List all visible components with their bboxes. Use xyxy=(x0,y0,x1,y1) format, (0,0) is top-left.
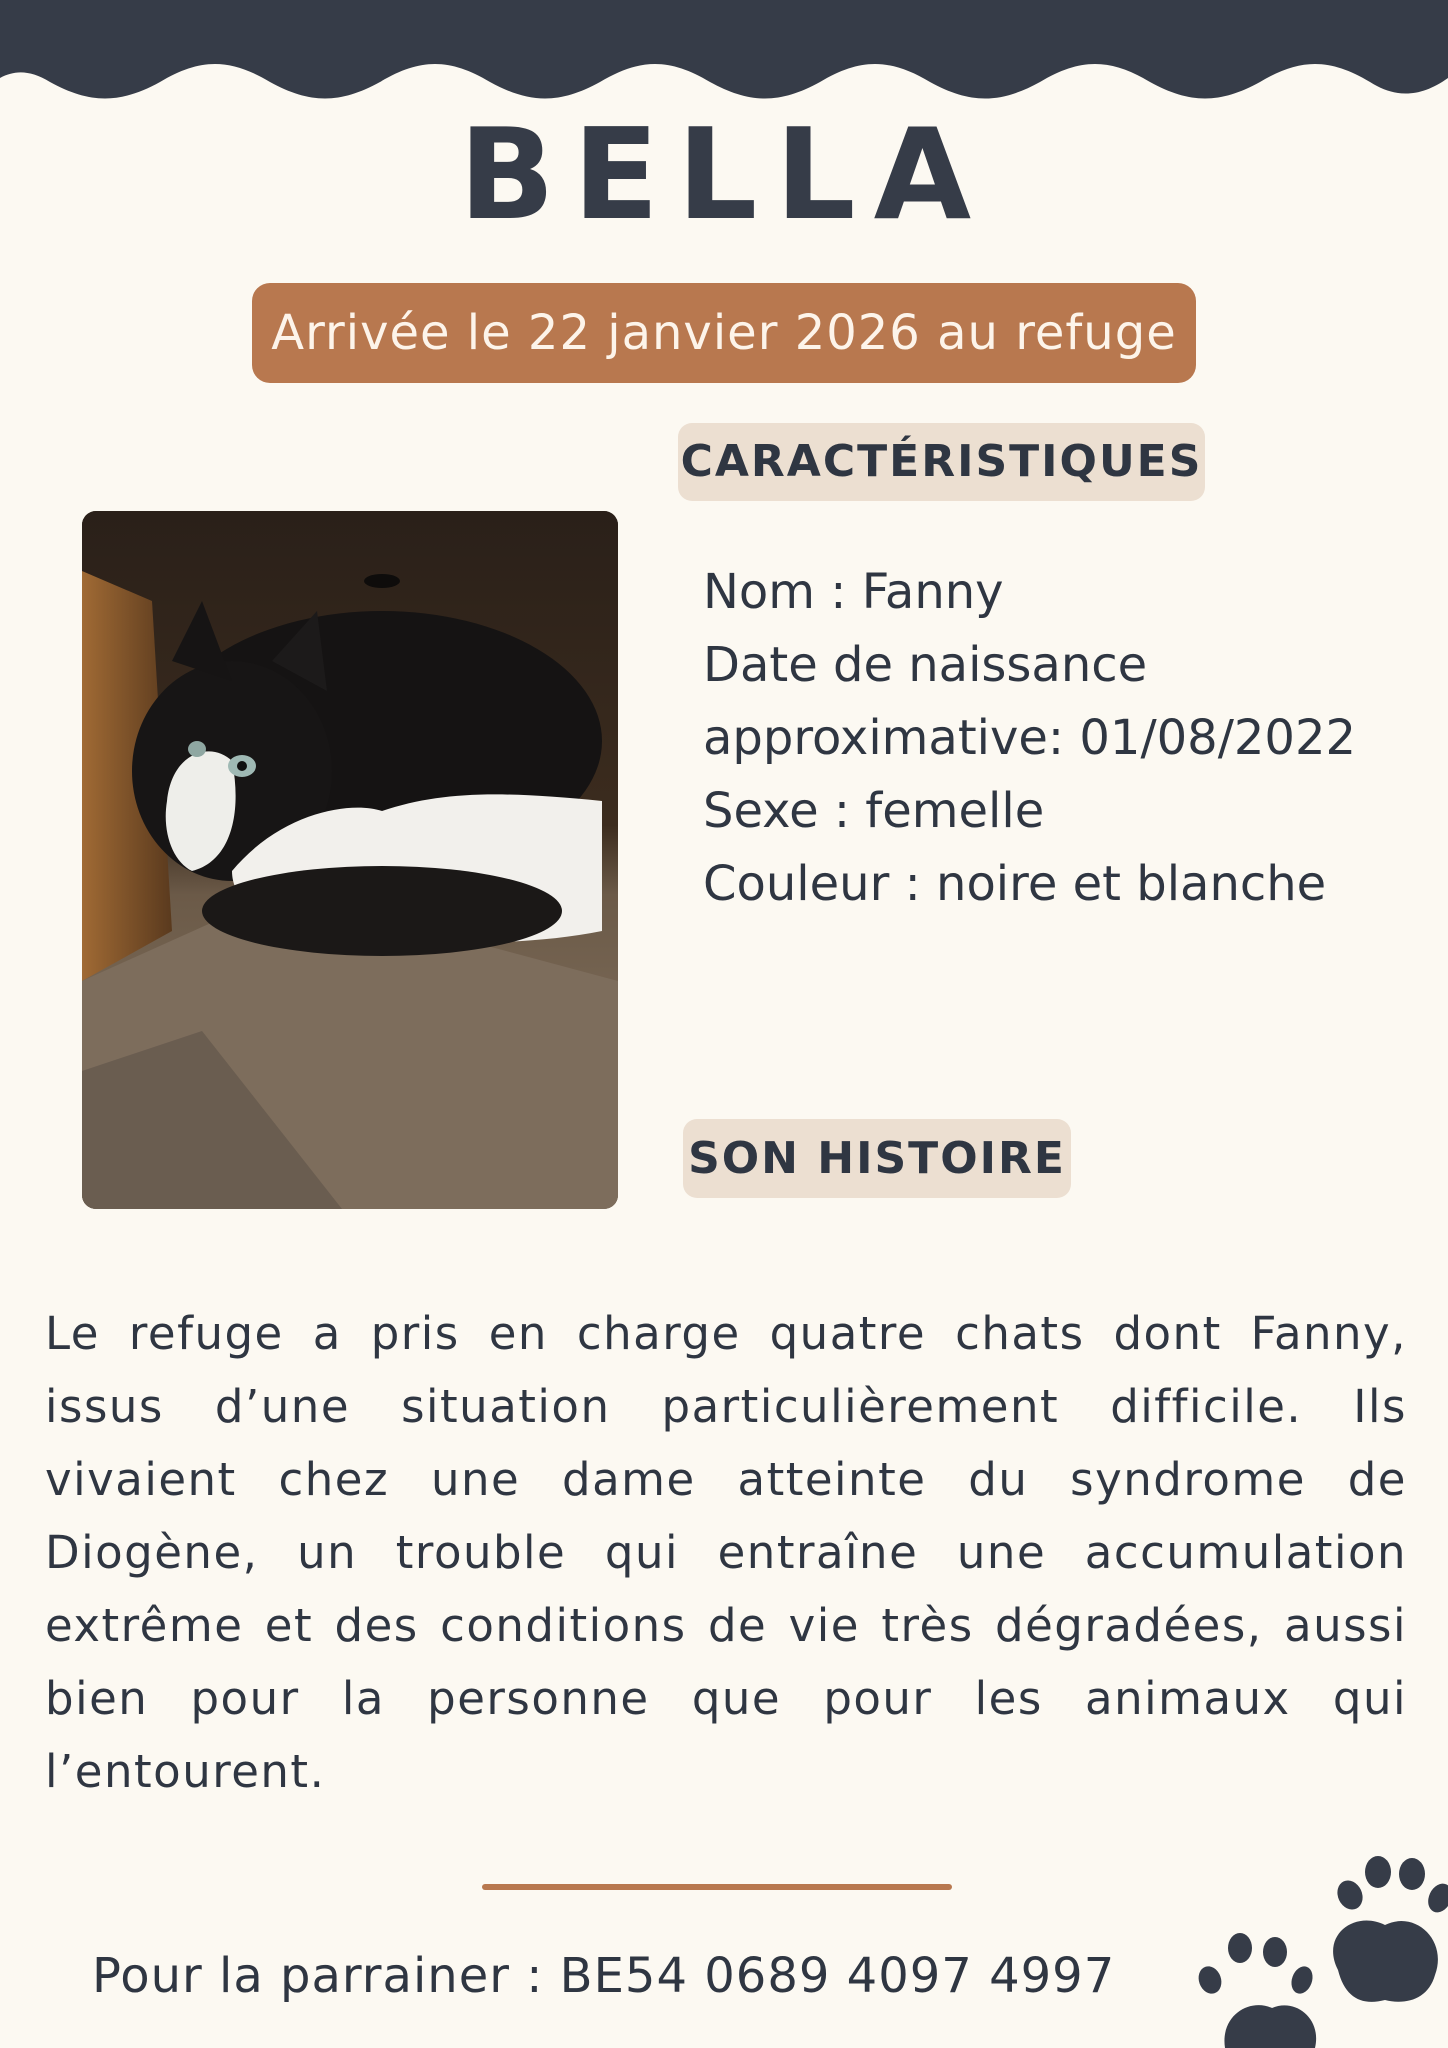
cat-photo xyxy=(82,511,618,1209)
arrival-date-banner: Arrivée le 22 janvier 2026 au refuge xyxy=(252,283,1196,383)
sponsor-iban: Pour la parrainer : BE54 0689 4097 4997 xyxy=(92,1948,1116,2004)
paw-prints-icon xyxy=(1190,1840,1448,2048)
name-line: Nom : Fanny xyxy=(703,564,1004,620)
story-heading: SON HISTOIRE xyxy=(683,1119,1071,1198)
birthdate-label-line: Date de naissance xyxy=(703,637,1148,693)
characteristics-heading: CARACTÉRISTIQUES xyxy=(678,423,1205,501)
header-wave xyxy=(0,0,1448,110)
divider-line xyxy=(482,1884,952,1890)
characteristics-list xyxy=(703,556,1403,921)
birthdate-value-line: approximative: 01/08/2022 xyxy=(703,710,1357,766)
pet-name-title: BELLA xyxy=(458,101,990,248)
story-text: Le refuge a pris en charge quatre chats dont Fanny, issus d’une situation particulièrement difficile. Ils vivaient chez une dame atteinte du syndrome de Diogène, un trouble qui entraîne une accumulation extrême et des conditions de vie très dégradées, aussi bien pour la personne que pour les animaux qui l’entourent. xyxy=(45,1307,1407,1798)
sex-line: Sexe : femelle xyxy=(703,783,1045,839)
color-line: Couleur : noire et blanche xyxy=(703,856,1327,912)
